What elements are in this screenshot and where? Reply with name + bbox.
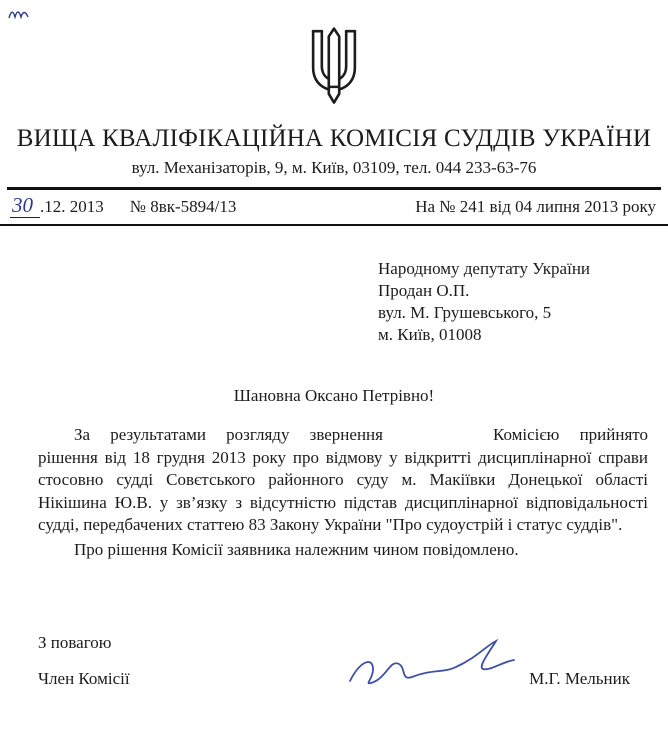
- incoming-reference: На № 241 від 04 липня 2013 року: [415, 197, 656, 216]
- divider-thin: [0, 224, 668, 226]
- recipient-line: Продан О.П.: [378, 281, 470, 300]
- org-address: вул. Механізаторів, 9, м. Київ, 03109, тел. 044 233-63-76: [131, 158, 537, 177]
- reference-row: [0, 190, 668, 221]
- signer-position: Член Комісії: [38, 669, 130, 688]
- org-name: ВИЩА КВАЛІФІКАЦІЙНА КОМІСІЯ СУДДІВ УКРАЇНИ: [16, 125, 652, 152]
- body-paragraph-2: Про рішення Комісії заявника належним чином повідомлено.: [74, 539, 519, 559]
- signoff-block: [38, 633, 630, 689]
- ref-date-printed: .12. 2013: [40, 197, 104, 216]
- salutation: Шановна Оксано Петрівно!: [233, 386, 435, 405]
- letterhead: [0, 0, 668, 178]
- recipient-line: Народному депутату України: [378, 259, 591, 278]
- recipient-line: вул. М. Грушевського, 5: [378, 303, 552, 322]
- body-paragraph-1: [38, 424, 648, 537]
- signoff-row: [38, 669, 630, 689]
- paragraph1-rest: Комісією прийнято рішення від 18 грудня 2013 року про відмову у відкритті дисциплінарної справи стосовно судді Совєтського районного суду м. Макіївки Донецької області Нікішина Ю.В. у зв’язку з відсутністю підстав дисциплінарної відповідальності судді, передбачених статтею 83 Закону України "Про судоустрій і статус суддів".: [38, 425, 648, 534]
- recipient-block: [378, 258, 668, 346]
- letter-body: [38, 424, 648, 561]
- signer-name: М.Г. Мельник: [529, 669, 630, 688]
- closing-phrase: З повагою: [38, 633, 112, 652]
- corner-pen-mark: [7, 5, 31, 21]
- recipient-line: м. Київ, 01008: [378, 325, 482, 344]
- trident-emblem-icon: [306, 26, 362, 106]
- paragraph1-start: За результатами розгляду звернення: [74, 425, 383, 444]
- outgoing-number: № 8вк-5894/13: [129, 197, 237, 216]
- handwritten-day: 30: [10, 195, 40, 218]
